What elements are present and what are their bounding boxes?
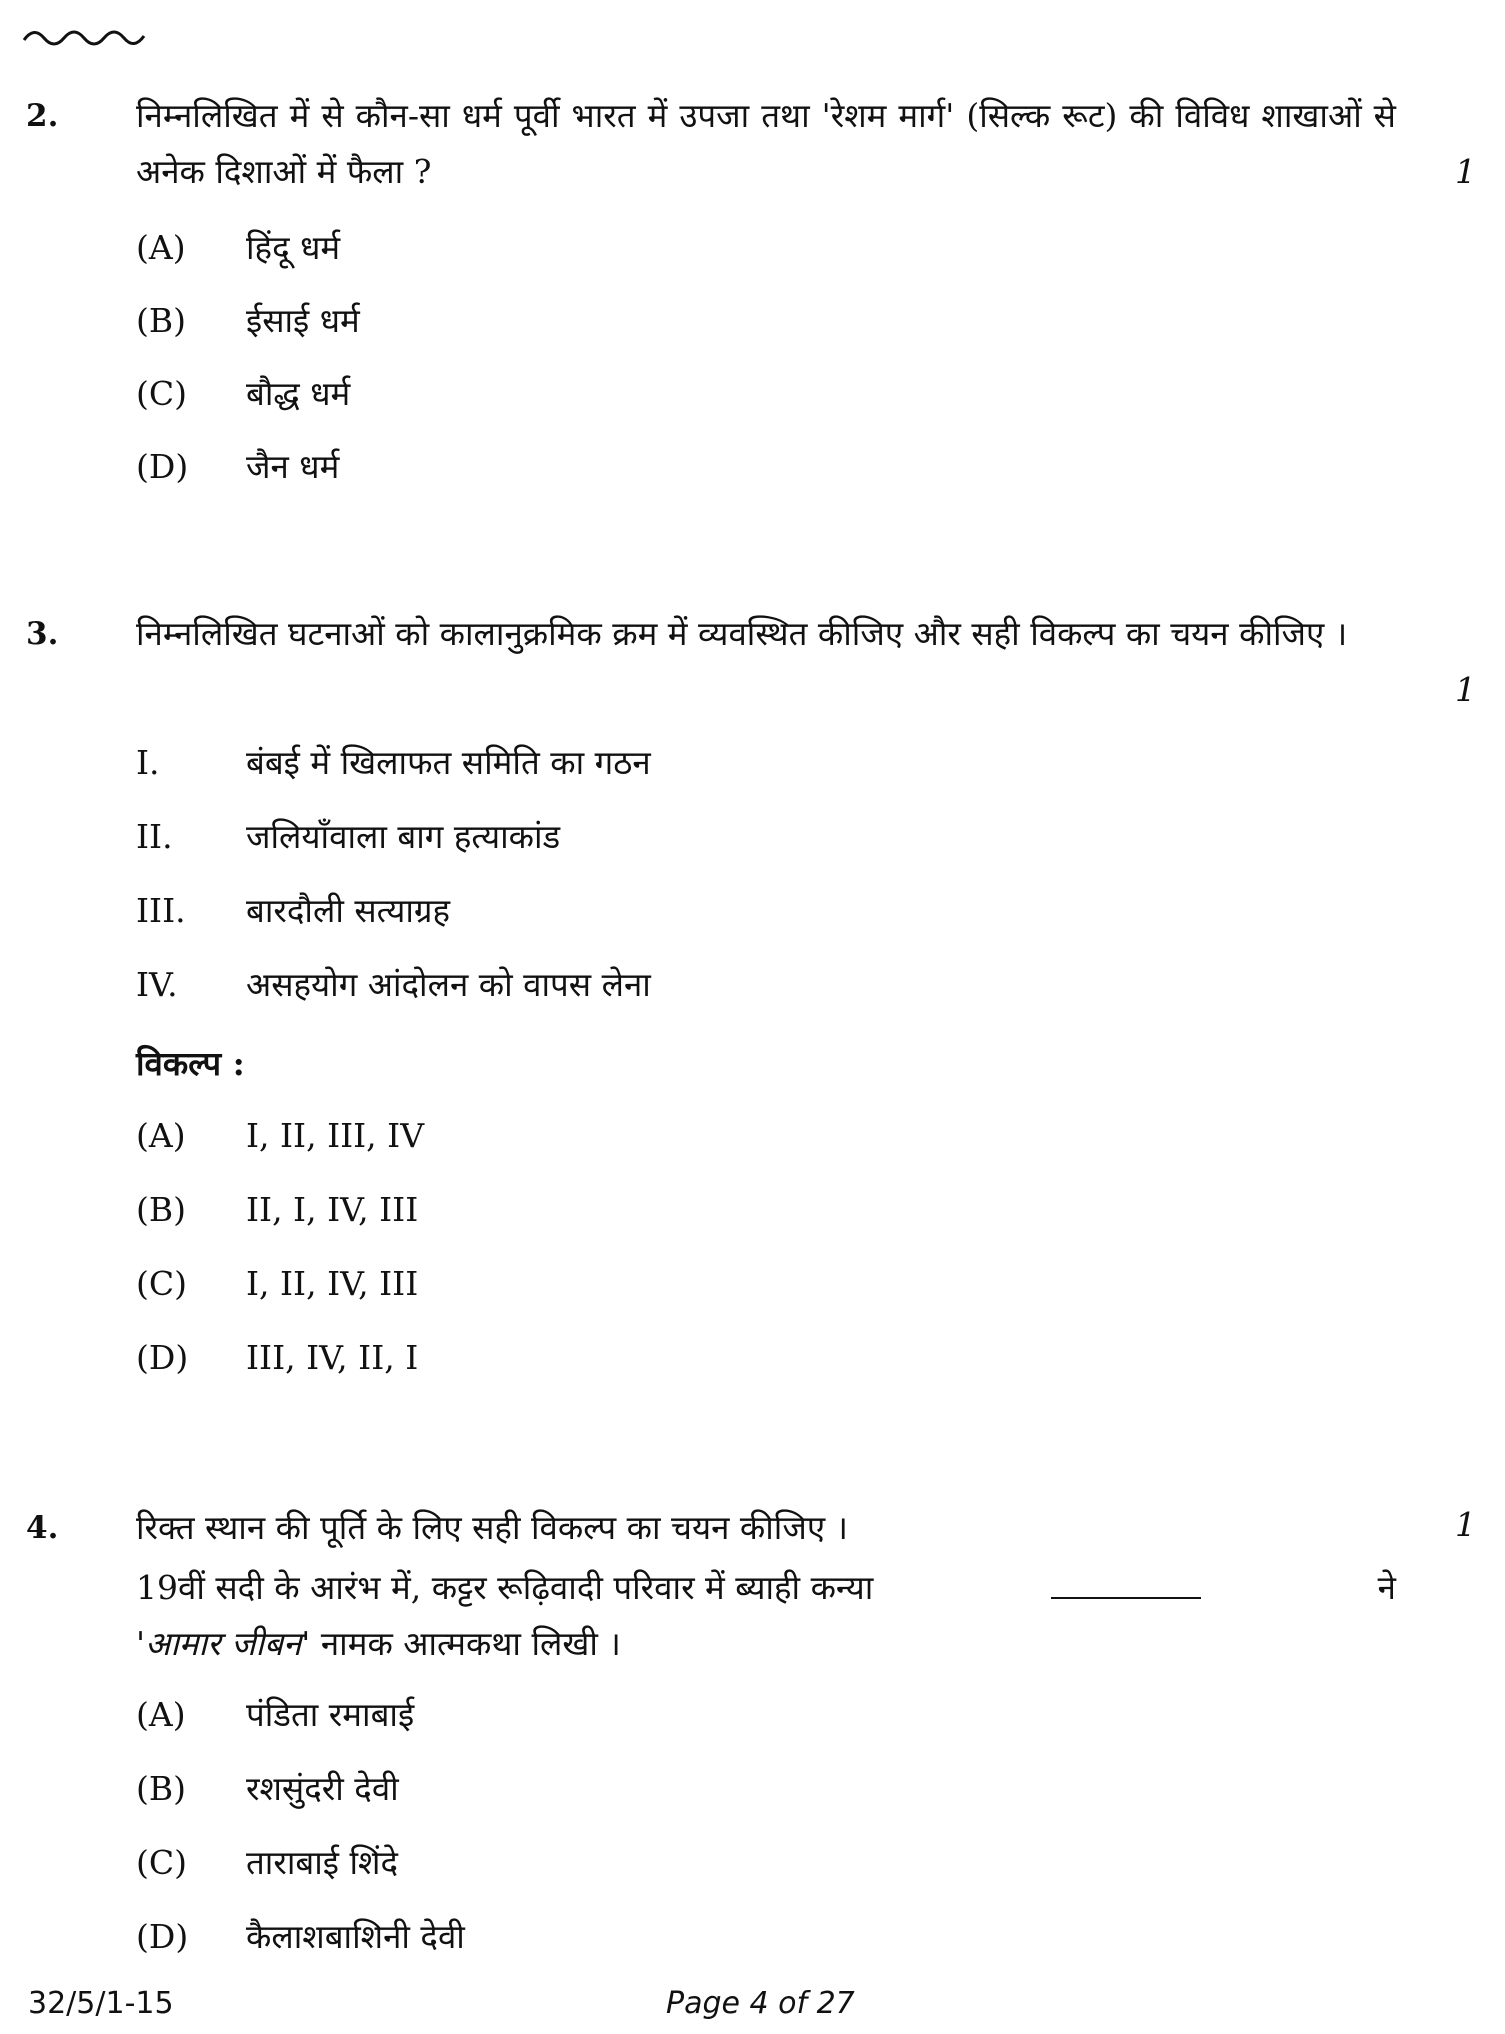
statement-part-1: 19वीं सदी के आरंभ में, कट्टर रूढ़िवादी परिवार में ब्याही कन्या <box>136 1568 874 1607</box>
event-label: III. <box>136 891 186 930</box>
autobiography-title: 'आमार जीबन' <box>136 1624 311 1663</box>
option-label: (B) <box>136 1769 186 1808</box>
page-number: Page 4 of 27 <box>666 1986 855 2021</box>
question-3-marks: 1 <box>1455 670 1476 709</box>
option-text: जैन धर्म <box>246 447 340 486</box>
question-4-marks: 1 <box>1455 1505 1476 1544</box>
question-3-option-c <box>136 1261 418 1307</box>
options-heading: विकल्प : <box>136 1044 245 1083</box>
event-label: II. <box>136 817 173 856</box>
option-label: (C) <box>136 1264 187 1303</box>
question-4-option-b <box>136 1766 399 1812</box>
option-label: (C) <box>136 374 187 413</box>
question-4-instruction: रिक्त स्थान की पूर्ति के लिए सही विकल्प का चयन कीजिए । <box>136 1508 849 1547</box>
wave-mark-icon <box>22 22 152 52</box>
question-4-option-a <box>136 1692 414 1738</box>
question-4-option-c <box>136 1840 398 1886</box>
option-text: III, IV, II, I <box>246 1338 419 1377</box>
question-4-number: 4. <box>26 1510 59 1546</box>
option-label: (D) <box>136 1917 189 1956</box>
question-2-marks: 1 <box>1455 152 1476 191</box>
question-4-statement <box>136 1560 1396 1672</box>
option-label: (A) <box>136 228 186 267</box>
question-3-event-2 <box>136 814 560 860</box>
event-text: बंबई में खिलाफत समिति का गठन <box>246 743 651 782</box>
question-2-option-d <box>136 444 339 490</box>
event-text: असहयोग आंदोलन को वापस लेना <box>246 965 651 1004</box>
option-label: (A) <box>136 1116 186 1155</box>
option-label: (D) <box>136 1338 189 1377</box>
statement-part-2: ने <box>1377 1568 1396 1607</box>
question-3-number: 3. <box>26 616 59 652</box>
event-label: I. <box>136 743 160 782</box>
question-3-option-a <box>136 1113 424 1159</box>
option-text: रशसुंदरी देवी <box>246 1769 399 1808</box>
event-text: बारदौली सत्याग्रह <box>246 891 451 930</box>
option-label: (A) <box>136 1695 186 1734</box>
event-text: जलियाँवाला बाग हत्याकांड <box>246 817 561 856</box>
option-text: पंडिता रमाबाई <box>246 1695 415 1734</box>
question-3-event-3 <box>136 888 450 934</box>
option-text: ईसाई धर्म <box>246 301 360 340</box>
question-3-text: निम्नलिखित घटनाओं को कालानुक्रमिक क्रम में व्यवस्थित कीजिए और सही विकल्प का चयन कीजिए । <box>136 614 1348 653</box>
option-label: (C) <box>136 1843 187 1882</box>
question-2-number: 2. <box>26 98 59 134</box>
option-text: कैलाशबाशिनी देवी <box>246 1917 465 1956</box>
event-label: IV. <box>136 965 178 1004</box>
question-2-text: निम्नलिखित में से कौन-सा धर्म पूर्वी भारत में उपजा तथा 'रेशम मार्ग' (सिल्क रूट) की विविध शाखाओं से अनेक दिशाओं में फैला ? <box>136 96 1396 191</box>
question-4-option-d <box>136 1914 465 1960</box>
question-2-option-a <box>136 225 340 271</box>
paper-code: 32/5/1-15 <box>28 1986 174 2021</box>
question-3-event-1 <box>136 740 651 786</box>
question-3-option-b <box>136 1187 418 1233</box>
option-label: (D) <box>136 447 189 486</box>
option-text: बौद्ध धर्म <box>246 374 351 413</box>
option-text: I, II, III, IV <box>246 1116 425 1155</box>
question-2-option-c <box>136 371 350 417</box>
question-3-event-4 <box>136 962 651 1008</box>
option-label: (B) <box>136 301 186 340</box>
option-label: (B) <box>136 1190 186 1229</box>
question-2-option-b <box>136 298 360 344</box>
option-text: हिंदू धर्म <box>246 228 341 267</box>
option-text: II, I, IV, III <box>246 1190 419 1229</box>
option-text: I, II, IV, III <box>246 1264 419 1303</box>
fill-blank <box>1051 1567 1201 1599</box>
statement-part-3: नामक आत्मकथा लिखी । <box>320 1624 621 1663</box>
question-3-option-d <box>136 1335 418 1381</box>
option-text: ताराबाई शिंदे <box>246 1843 398 1882</box>
